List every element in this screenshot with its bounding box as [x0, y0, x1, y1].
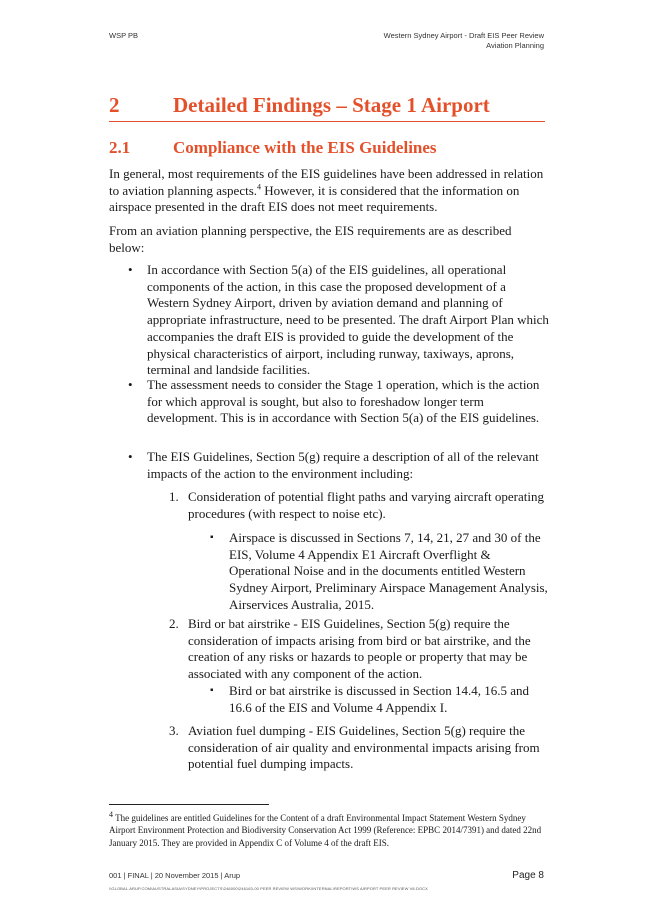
- bullet-3-text: The EIS Guidelines, Section 5(g) require a description of all of the relevant impacts of the action to the environment including:: [147, 449, 539, 481]
- paragraph-2: [109, 223, 549, 256]
- sub-bullet-1: [109, 530, 549, 614]
- list-item: [109, 377, 549, 427]
- footer-doc-info: 001 | FINAL | 20 November 2015 | Arup: [109, 871, 241, 880]
- list-item: [109, 723, 549, 773]
- subsection-title: Compliance with the EIS Guidelines: [173, 138, 437, 157]
- list-item: [109, 489, 549, 522]
- paragraph-1: [109, 166, 549, 216]
- sub-bullet-2: [109, 683, 549, 716]
- header-right: [384, 31, 544, 51]
- bullet-2-text: The assessment needs to consider the Stage 1 operation, which is the action for which approval is sought, but also to foreshadow longer term development. This is in accordance with Section 5(a) of the EIS guidelines.: [147, 377, 540, 426]
- bullet-icon: •: [128, 449, 133, 464]
- bullet-icon: •: [128, 262, 133, 277]
- numbered-item-2: [109, 616, 549, 683]
- list-item: [109, 449, 549, 482]
- sub-bullet-1-text: Airspace is discussed in Sections 7, 14, 21, 27 and 30 of the EIS, Volume 4 Appendix E1 Aircraft Overflight & Operational Noise and in the documents entitled Western Sydney Airport, Preliminary Airspace Management Analysis, Airservices Australia, 2015.: [229, 530, 548, 612]
- numbered-item-2-num: 2.: [169, 616, 179, 631]
- header-right-line2: Aviation Planning: [486, 41, 544, 50]
- numbered-item-1-text: Consideration of potential flight paths and varying aircraft operating procedures (with respect to noise etc).: [188, 489, 544, 521]
- numbered-item-2-text: Bird or bat airstrike - EIS Guidelines, Section 5(g) require the consideration of impacts arising from bird or bat airstrike, and the creation of any risks or hazards to people or property that may be associated with any component of the action.: [188, 616, 531, 682]
- footer-file-path: \\GLOBAL.ARUP.COM\AUSTRALASIA\SYDNEY\PROJECTS\246000\246163-00 PEER REVIEW WS\WORK\INTERNAL\REPORT\WS AIRPORT PEER REVIEW V8.DOCX: [109, 886, 428, 891]
- paragraph-2-text: From an aviation planning perspective, the EIS requirements are as described below:: [109, 223, 512, 255]
- numbered-item-1-num: 1.: [169, 489, 179, 504]
- square-bullet-icon: ▪: [210, 532, 214, 543]
- section-heading: [109, 93, 545, 122]
- footnote: [109, 812, 549, 849]
- paragraph-1-text-b: However, it is considered that the information on airspace presented in the draft EIS does not meet requirements.: [109, 182, 520, 215]
- section-number: 2: [109, 93, 120, 117]
- section-title: Detailed Findings – Stage 1 Airport: [173, 93, 490, 117]
- footnote-mark: 4: [109, 810, 113, 819]
- bullet-1: [109, 262, 549, 379]
- bullet-3: [109, 449, 549, 482]
- footnote-text: The guidelines are entitled Guidelines for the Content of a draft Environmental Impact Statement Western Sydney Airport Environment Protection and Biodiversity Conservation Act 1999 (Reference: EPBC 2014/7391) and dated 22nd January 2015. They are provided in Appendix C of Volume 4 of the draft EIS.: [109, 813, 542, 848]
- footnote-ref[interactable]: 4: [257, 182, 262, 192]
- numbered-item-3: [109, 723, 549, 773]
- bullet-icon: •: [128, 377, 133, 392]
- list-item: [109, 683, 549, 716]
- square-bullet-icon: ▪: [210, 685, 214, 696]
- page-number: Page 8: [512, 870, 544, 881]
- sub-bullet-2-text: Bird or bat airstrike is discussed in Section 14.4, 16.5 and 16.6 of the EIS and Volume 4 Appendix I.: [229, 683, 530, 715]
- header-right-line1: Western Sydney Airport - Draft EIS Peer Review: [383, 31, 544, 40]
- bullet-1-text: In accordance with Section 5(a) of the EIS guidelines, all operational components of the action, in this case the proposed development of a Western Sydney Airport, driven by aviation demand and planning of appropriate infrastructure, need to be presented. The draft Airport Plan which accompanies the draft EIS is provided to guide the development of the physical characteristics of airport, including runway, taxiways, aprons, terminal and landside facilities.: [147, 262, 549, 378]
- list-item: [109, 530, 549, 614]
- numbered-item-1: [109, 489, 549, 522]
- list-item: [109, 616, 549, 683]
- list-item: [109, 262, 549, 379]
- subsection-number: 2.1: [109, 138, 131, 157]
- bullet-2: [109, 377, 549, 427]
- subsection-heading: [109, 138, 437, 158]
- footnote-divider: [109, 804, 269, 805]
- header-left: WSP PB: [109, 31, 139, 40]
- numbered-item-3-text: Aviation fuel dumping - EIS Guidelines, Section 5(g) require the consideration of air quality and environmental impacts arising from potential fuel dumping impacts.: [188, 723, 540, 772]
- paragraph-1-text-a: In general, most requirements of the EIS guidelines have been addressed in relation to aviation planning aspects.: [109, 166, 544, 198]
- numbered-item-3-num: 3.: [169, 723, 179, 738]
